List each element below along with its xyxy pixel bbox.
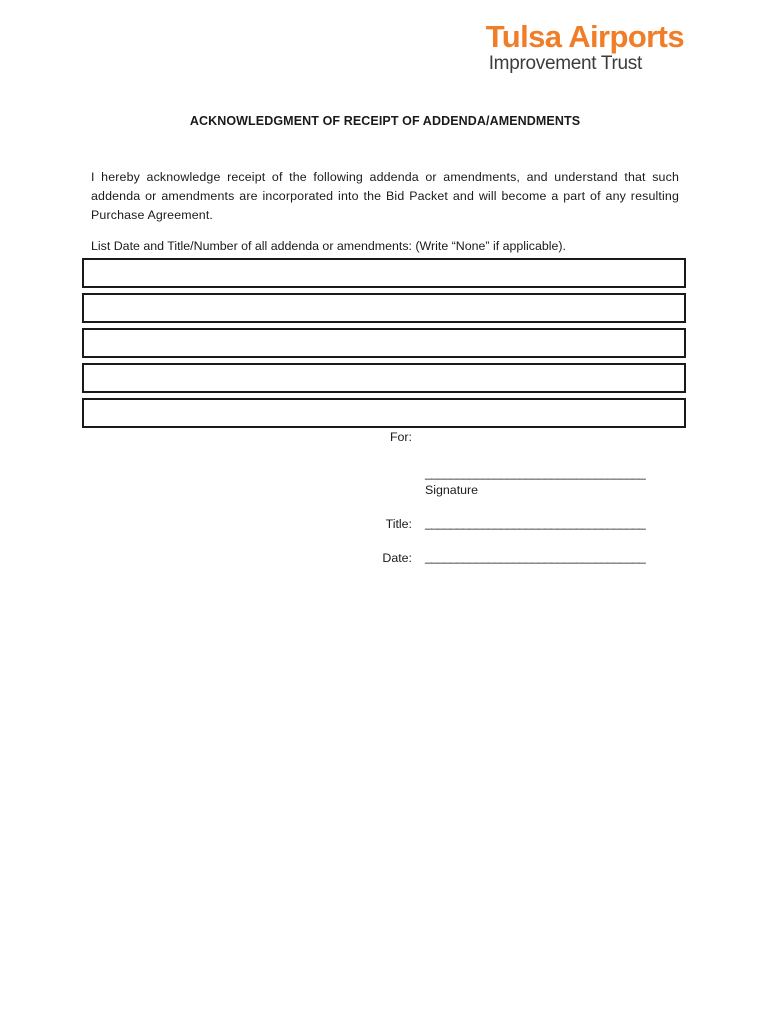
- date-line[interactable]: ___________________________________: [425, 550, 646, 564]
- addenda-entry-field-5[interactable]: [82, 398, 686, 428]
- addenda-entry-table: [82, 258, 686, 433]
- addenda-entry-field-1[interactable]: [82, 258, 686, 288]
- for-label: For:: [389, 430, 412, 444]
- title-line[interactable]: ___________________________________: [425, 516, 646, 530]
- tulsa-airports-logo: [486, 20, 684, 74]
- document-title: ACKNOWLEDGMENT OF RECEIPT OF ADDENDA/AMENDMENTS: [189, 114, 581, 128]
- title-label: Title:: [385, 517, 412, 531]
- list-instruction: List Date and Title/Number of all addenda or amendments: (Write “None” if applicable).: [91, 239, 566, 253]
- addenda-entry-field-3[interactable]: [82, 328, 686, 358]
- acknowledgment-paragraph: I hereby acknowledge receipt of the following addenda or amendments, and understand that such addenda or amendments are incorporated into the Bid Packet and will become a part of any resulting Purchase Agreement.: [91, 170, 679, 222]
- logo-name-line2: Improvement Trust: [488, 53, 642, 74]
- signature-line[interactable]: ___________________________________: [425, 466, 646, 480]
- addenda-entry-field-4[interactable]: [82, 363, 686, 393]
- addenda-entry-field-2[interactable]: [82, 293, 686, 323]
- signature-caption: Signature: [425, 483, 479, 497]
- logo-name-line1: Tulsa Airports: [485, 19, 684, 54]
- date-label: Date:: [382, 551, 412, 565]
